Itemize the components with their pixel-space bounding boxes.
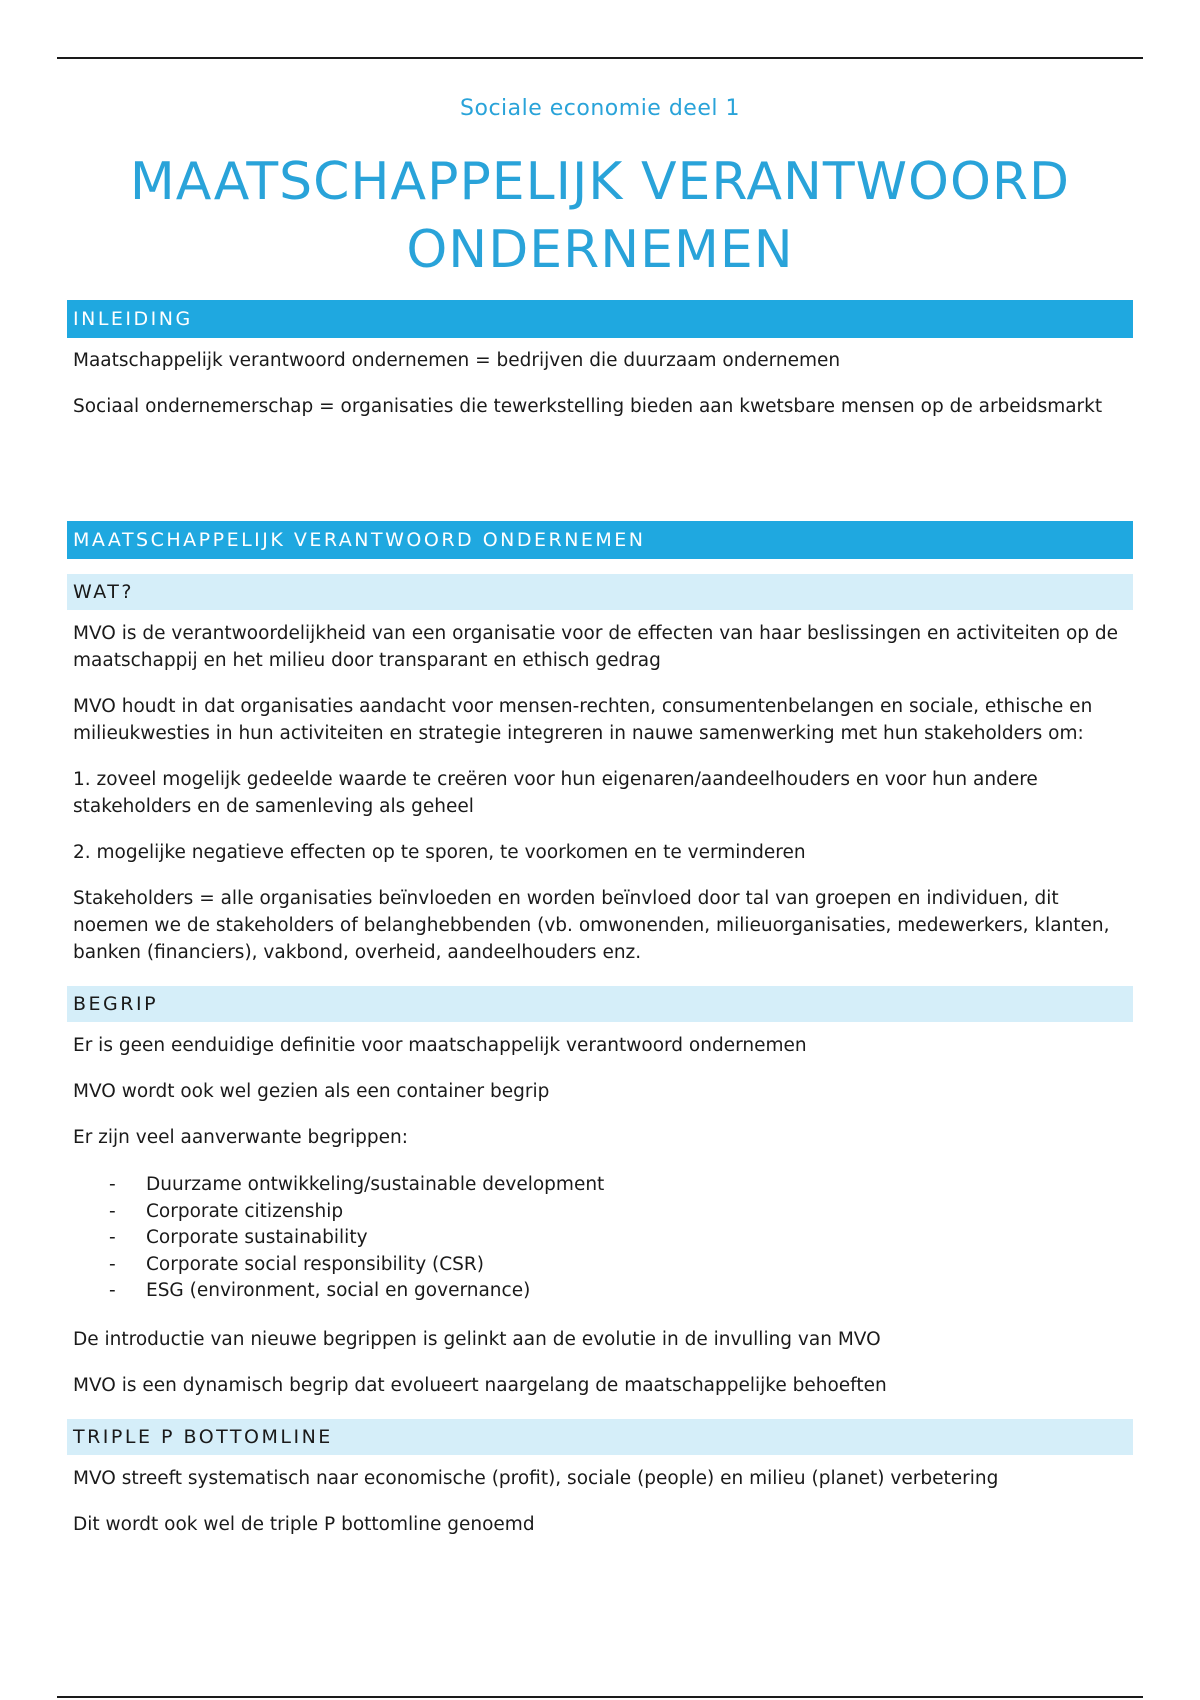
paragraph: MVO streeft systematisch naar economische (profit), sociale (people) en milieu (planet) verbetering (73, 1467, 999, 1489)
heading-begrip: BEGRIP (67, 986, 1133, 1022)
list-item (109, 1278, 1133, 1305)
heading-triple-p: TRIPLE P BOTTOMLINE (67, 1419, 1133, 1455)
paragraph: De introductie van nieuwe begrippen is gelinkt aan de evolutie in de invulling van MVO (73, 1328, 881, 1350)
paragraph: Dit wordt ook wel de triple P bottomline genoemd (73, 1513, 535, 1535)
list-item-text: ESG (environment, social en governance) (146, 1280, 531, 1301)
heading-mvo: MAATSCHAPPELIJK VERANTWOORD ONDERNEMEN (67, 521, 1133, 559)
document-subtitle: Sociale economie deel 1 (460, 96, 740, 121)
dash-marker: - (109, 1253, 116, 1275)
paragraph: Stakeholders = alle organisaties beïnvloeden en worden beïnvloed door tal van groepen en individuen, dit noemen we de stakeholders of belanghebbenden (vb. omwonenden, milieuorganisaties, medewerkers, klanten, banken (financiers), vakbond, overheid, aandeelhouders enz. (73, 888, 1110, 963)
dash-marker: - (109, 1227, 116, 1248)
heading-inleiding: INLEIDING (67, 300, 1133, 338)
bottom-rule (57, 1696, 1143, 1698)
dash-marker: - (109, 1174, 116, 1195)
dash-marker: - (109, 1200, 116, 1222)
top-rule (57, 57, 1143, 59)
paragraph: 1. zoveel mogelijk gedeelde waarde te creëren voor hun eigenaren/aandeelhouders en voor hun andere stakeholders en de samenleving als geheel (73, 769, 1038, 817)
title-line-1: MAATSCHAPPELIJK VERANTWOORD (129, 152, 1071, 212)
paragraph: MVO houdt in dat organisaties aandacht voor mensen-rechten, consumentenbelangen en sociale, ethische en milieukwesties in hun activiteiten en strategie integreren in nauwe samenwerking met hun stakeholders om: (73, 696, 1093, 744)
list-item-text: Duurzame ontwikkeling/sustainable development (146, 1174, 605, 1195)
list-item-text: Corporate citizenship (146, 1200, 344, 1222)
list-item (109, 1172, 1133, 1199)
list-item (109, 1199, 1133, 1226)
paragraph: MVO wordt ook wel gezien als een container begrip (73, 1081, 550, 1102)
title-line-2: ONDERNEMEN (406, 220, 794, 280)
paragraph: MVO is de verantwoordelijkheid van een organisatie voor de effecten van haar beslissingen en activiteiten op de maatschappij en het milieu door transparant en ethisch gedrag (73, 623, 1119, 671)
list-item (109, 1225, 1133, 1252)
dash-marker: - (109, 1280, 116, 1301)
document-title (0, 148, 1200, 284)
paragraph: Sociaal ondernemerschap = organisaties die tewerkstelling bieden aan kwetsbare mensen op de arbeidsmarkt (73, 396, 1103, 417)
list-item-text: Corporate social responsibility (CSR) (146, 1253, 484, 1275)
section-inleiding (67, 300, 1133, 420)
list-item (109, 1252, 1133, 1279)
section-mvo (67, 521, 1133, 1538)
list-item-text: Corporate sustainability (146, 1227, 368, 1248)
heading-wat: WAT? (67, 574, 1133, 610)
paragraph: Er is geen eenduidige definitie voor maatschappelijk verantwoord ondernemen (73, 1035, 807, 1056)
paragraph: Maatschappelijk verantwoord ondernemen = bedrijven die duurzaam ondernemen (73, 350, 841, 371)
paragraph: MVO is een dynamisch begrip dat evolueert naargelang de maatschappelijke behoeften (73, 1374, 887, 1396)
related-terms-list (67, 1172, 1133, 1305)
paragraph: Er zijn veel aanverwante begrippen: (73, 1127, 408, 1148)
paragraph: 2. mogelijke negatieve effecten op te sporen, te voorkomen en te verminderen (73, 842, 806, 863)
